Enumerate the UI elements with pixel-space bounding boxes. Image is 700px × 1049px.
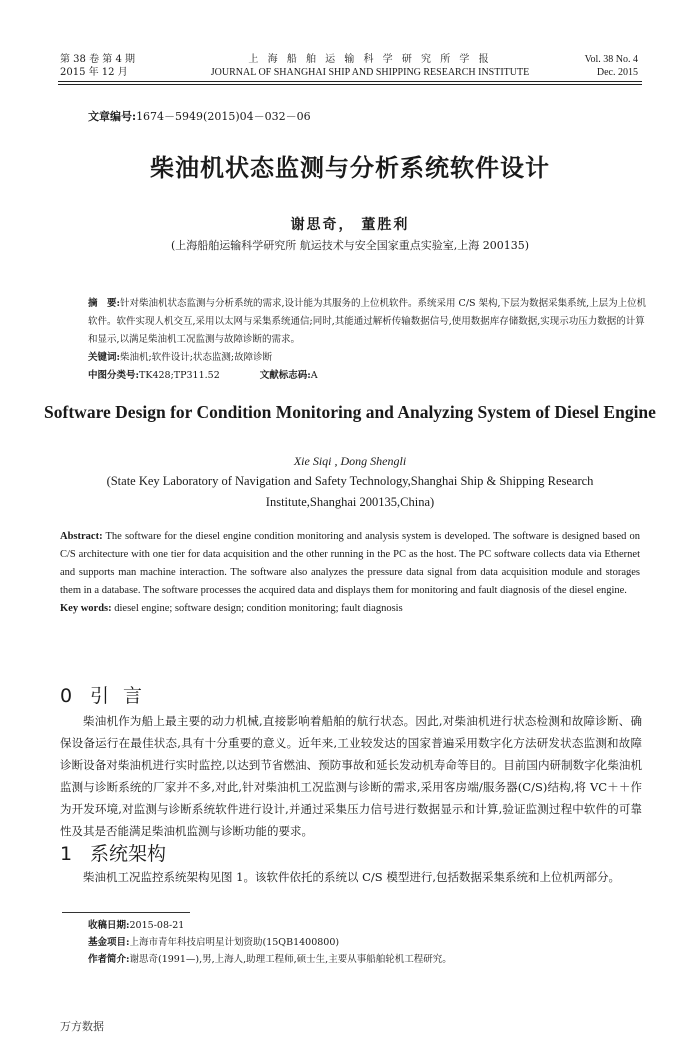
header-volume-en: Vol. 38 No. 4 [584, 54, 638, 65]
abstract-cn-label: 摘 要: [88, 298, 121, 309]
footnote-bio-label: 作者简介: [88, 954, 130, 965]
footnote-rule [62, 912, 190, 913]
affiliation-cn: (上海船舶运输科学研究所 航运技术与安全国家重点实验室,上海 200135) [170, 239, 530, 252]
clc-value: TK428;TP311.52 [139, 370, 220, 381]
section-1-paragraph: 柴油机工况监控系统架构见图 1。该软件依托的系统以 C/S 模型进行,包括数据采集系统和上位机两部分。 [83, 870, 620, 884]
authors-cn: 谢思奇， 董胜利 [290, 217, 410, 233]
affiliation-en: (State Key Laboratory of Navigation and Safety Technology,Shanghai Ship & Shipping Research Institute,Shanghai 200135,China) [106, 474, 594, 509]
section-0-body [60, 710, 642, 842]
footnote-received [88, 917, 648, 934]
abstract-cn [88, 295, 648, 385]
footnote-bio-value: 谢思奇(1991—),男,上海人,助理工程师,硕士生,主要从事船舶轮机工程研究。 [129, 954, 452, 965]
header-journal-en: JOURNAL OF SHANGHAI SHIP AND SHIPPING RESEARCH INSTITUTE [210, 67, 530, 78]
abstract-en-text: The software for the diesel engine condition monitoring and analysis system is developed. The software is designed based on C/S architecture with one tier for data acquisition and the other running in the PC as the host. The PC software collects data via Ethernet and supports man machine interaction. The software also analyzes the pressure data signal from data acquisition module and storages them in a database. The software processes the acquired data and displays them for monitoring and fault diagnosis of the diesel engine. [60, 531, 640, 596]
section-0-paragraph: 柴油机作为船上最主要的动力机械,直接影响着船舶的航行状态。因此,对柴油机进行状态检测和故障诊断、确保设备运行在最佳状态,具有十分重要的意义。近年来,工业较发达的国家普遍采用数字化方法研发状态监测和故障诊断设备对柴油机进行实时监控,以达到节省燃油、预防事故和延长发动机寿命等目的。目前国内研制数字化柴油机监测与诊断系统的厂家并不多,对此,针对柴油机工况监测与诊断的需求,采用客房端/服务器(C/S)结构,将 VC＋＋作为开发环境,对监测与诊断系统软件进行设计,并通过采集压力信号进行数据显示和计算,验证监测过程中软件的可靠性及其是否能满足柴油机监测与诊断功能的要求。 [60, 714, 642, 838]
keywords-cn [88, 349, 648, 367]
doc-code-label: 文献标志码: [259, 370, 311, 381]
header-date-en: Dec. 2015 [596, 67, 638, 78]
keywords-en-text: diesel engine; software design; condition monitoring; fault diagnosis [111, 603, 403, 614]
section-1-number: 1 [60, 843, 73, 865]
footnote-fund-label: 基金项目: [88, 937, 130, 948]
doc-code-value: A [310, 370, 318, 381]
footnote-received-label: 收稿日期: [88, 920, 130, 931]
keywords-cn-text: 柴油机;软件设计;状态监测;故障诊断 [120, 352, 273, 363]
article-number-value: 1674－5949(2015)04－032－06 [136, 110, 311, 123]
section-1-body [60, 866, 642, 888]
clc-label: 中图分类号: [88, 370, 140, 381]
section-0-heading [60, 681, 156, 708]
footnote-bio [88, 951, 648, 968]
keywords-en-label: Key words: [60, 603, 112, 614]
article-number [88, 108, 311, 124]
keywords-en [60, 600, 640, 618]
classification-line [88, 367, 648, 385]
abstract-cn-text: 针对柴油机状态监测与分析系统的需求,设计能为其服务的上位机软件。系统采用 C/S 架构,下层为数据采集系统,上层为上位机软件。软件实现人机交互,采用以太网与采集系统通信;同时,其能通过解析传输数据信号,使用数据库存储数据,实现示功压力数据的计算和显示,以满足柴油机工况监测与故障诊断的需求。 [88, 298, 647, 345]
header-volume-info [60, 53, 170, 79]
abstract-en-label: Abstract: [60, 531, 103, 542]
title-en: Software Design for Condition Monitoring and Analyzing System of Diesel Engine [44, 402, 656, 422]
section-1-heading [60, 839, 166, 866]
footnote-fund [88, 934, 648, 951]
abstract-en-body [60, 528, 640, 600]
header-date-cn: 2015 年 12 月 [60, 67, 128, 78]
header-volume-en-info [518, 53, 638, 79]
header-journal-cn: 上 海 船 舶 运 输 科 学 研 究 所 学 报 [248, 54, 492, 65]
footnote-received-value: 2015-08-21 [129, 920, 185, 931]
section-0-number: 0 [60, 685, 73, 707]
article-number-label: 文章编号: [88, 110, 137, 123]
header-rule-thin [58, 84, 642, 85]
section-1-title: 系统架构 [90, 843, 167, 865]
watermark: 万方数据 [60, 1020, 104, 1033]
footnotes [88, 917, 648, 968]
abstract-en [60, 528, 640, 618]
header-journal [160, 53, 580, 79]
section-0-title: 引言 [90, 685, 157, 707]
header-rule-thick [58, 81, 642, 82]
footnote-fund-value: 上海市青年科技启明星计划资助(15QB1400800) [129, 937, 340, 948]
keywords-cn-label: 关键词: [88, 352, 121, 363]
abstract-cn-body [88, 295, 648, 349]
header-volume-cn: 第 38 卷 第 4 期 [60, 54, 135, 65]
title-cn: 柴油机状态监测与分析系统软件设计 [150, 154, 550, 182]
authors-en: Xie Siqi , Dong Shengli [293, 454, 407, 468]
